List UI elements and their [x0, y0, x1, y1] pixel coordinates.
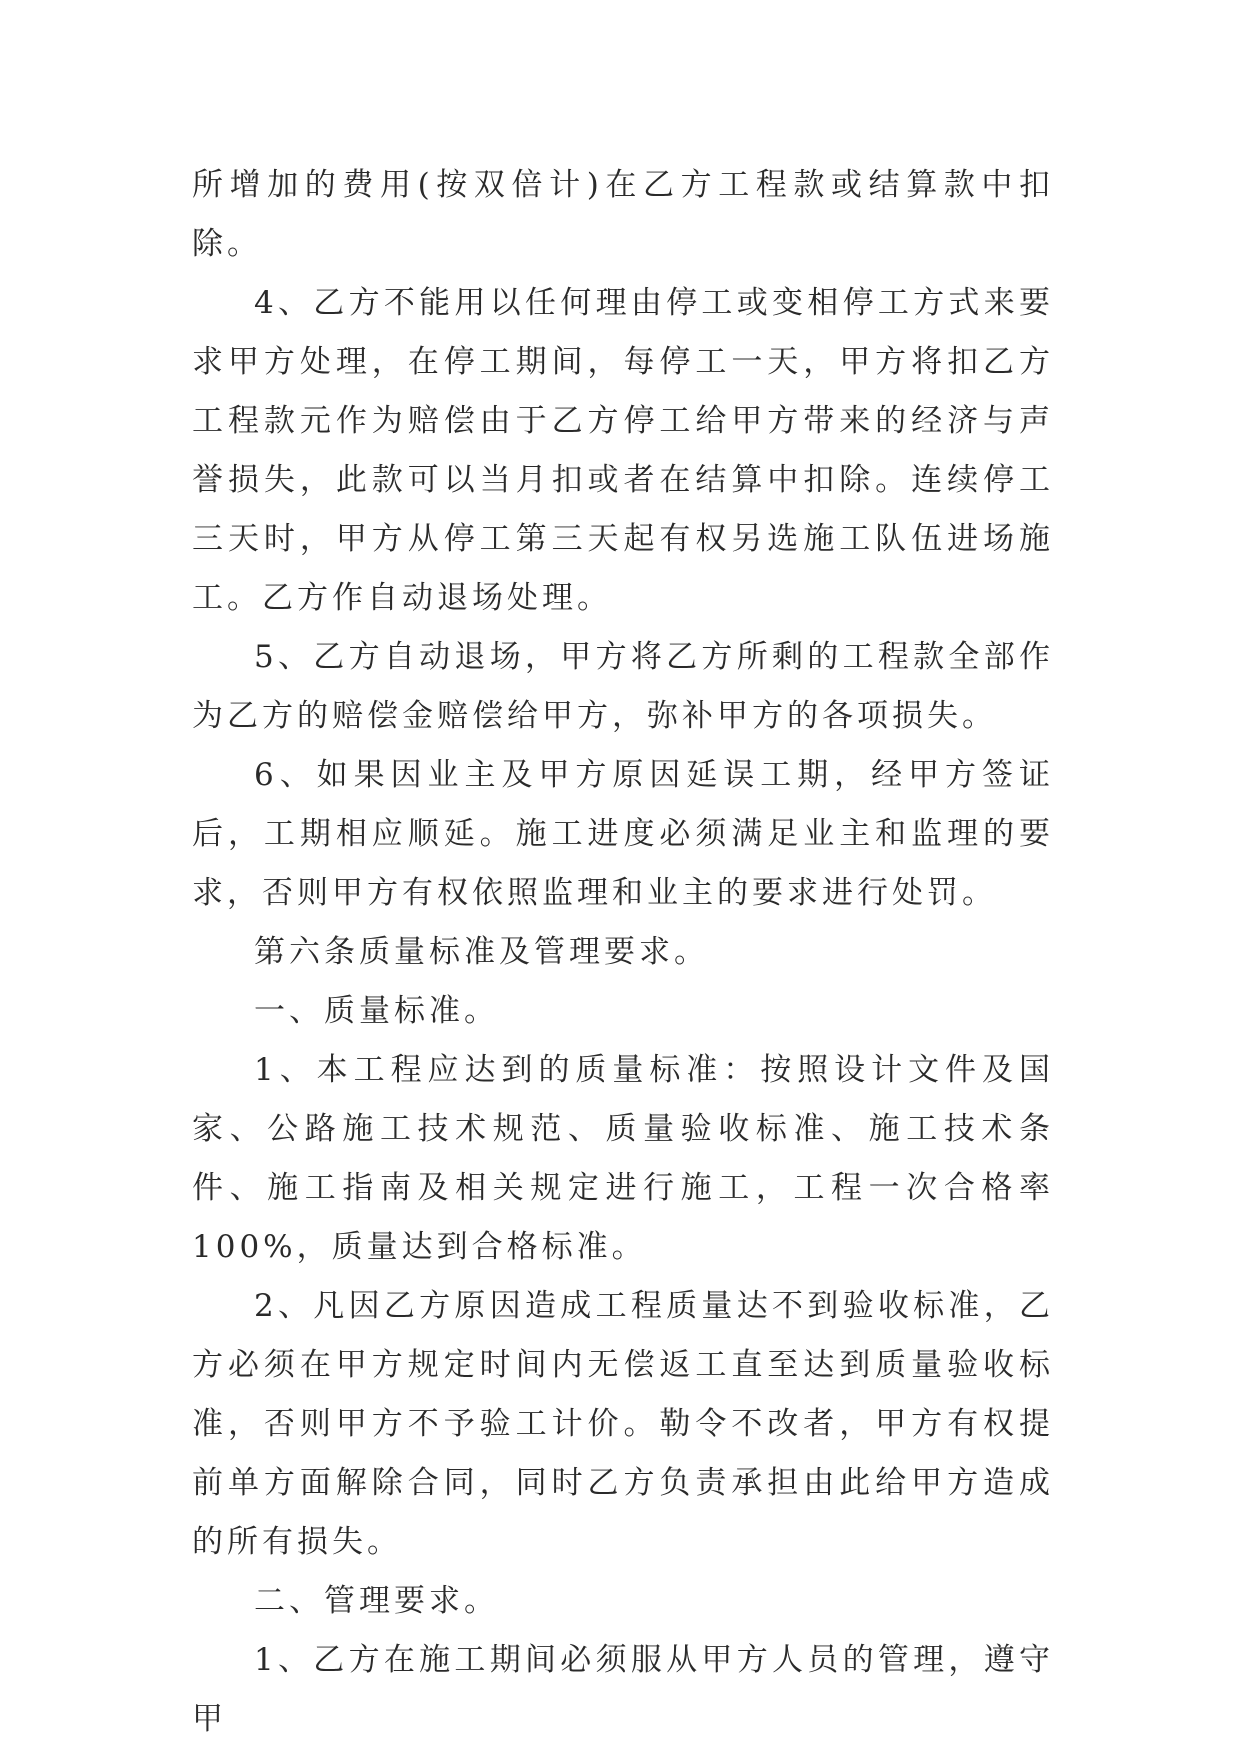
paragraph: 6、如果因业主及甲方原因延误工期，经甲方签证后，工期相应顺延。施工进度必须满足业主和监理的要求，否则甲方有权依照监理和业主的要求进行处罚。: [192, 757, 1054, 911]
section-heading: 第六条质量标准及管理要求。: [254, 934, 709, 970]
paragraph: 2、凡因乙方原因造成工程质量达不到验收标准，乙方必须在甲方规定时间内无偿返工直至达到质量验收标准，否则甲方不予验工计价。勒令不改者，甲方有权提前单方面解除合同，同时乙方负责承担由此给甲方造成的所有损失。: [192, 1288, 1054, 1560]
document-body: [192, 156, 1054, 1749]
paragraph: 4、乙方不能用以任何理由停工或变相停工方式来要求甲方处理，在停工期间，每停工一天，甲方将扣乙方工程款元作为赔偿由于乙方停工给甲方带来的经济与声誉损失，此款可以当月扣或者在结算中扣除。连续停工三天时，甲方从停工第三天起有权另选施工队伍进场施工。乙方作自动退场处理。: [192, 285, 1054, 616]
subsection-heading: 一、质量标准。: [254, 993, 499, 1029]
paragraph: 所增加的费用(按双倍计)在乙方工程款或结算款中扣除。: [192, 167, 1054, 262]
subsection-heading: 二、管理要求。: [254, 1583, 499, 1619]
paragraph: 5、乙方自动退场，甲方将乙方所剩的工程款全部作为乙方的赔偿金赔偿给甲方，弥补甲方的各项损失。: [192, 639, 1054, 734]
paragraph: 1、本工程应达到的质量标准：按照设计文件及国家、公路施工技术规范、质量验收标准、施工技术条件、施工指南及相关规定进行施工，工程一次合格率100%，质量达到合格标准。: [192, 1052, 1054, 1265]
paragraph: 1、乙方在施工期间必须服从甲方人员的管理，遵守甲: [192, 1642, 1054, 1737]
